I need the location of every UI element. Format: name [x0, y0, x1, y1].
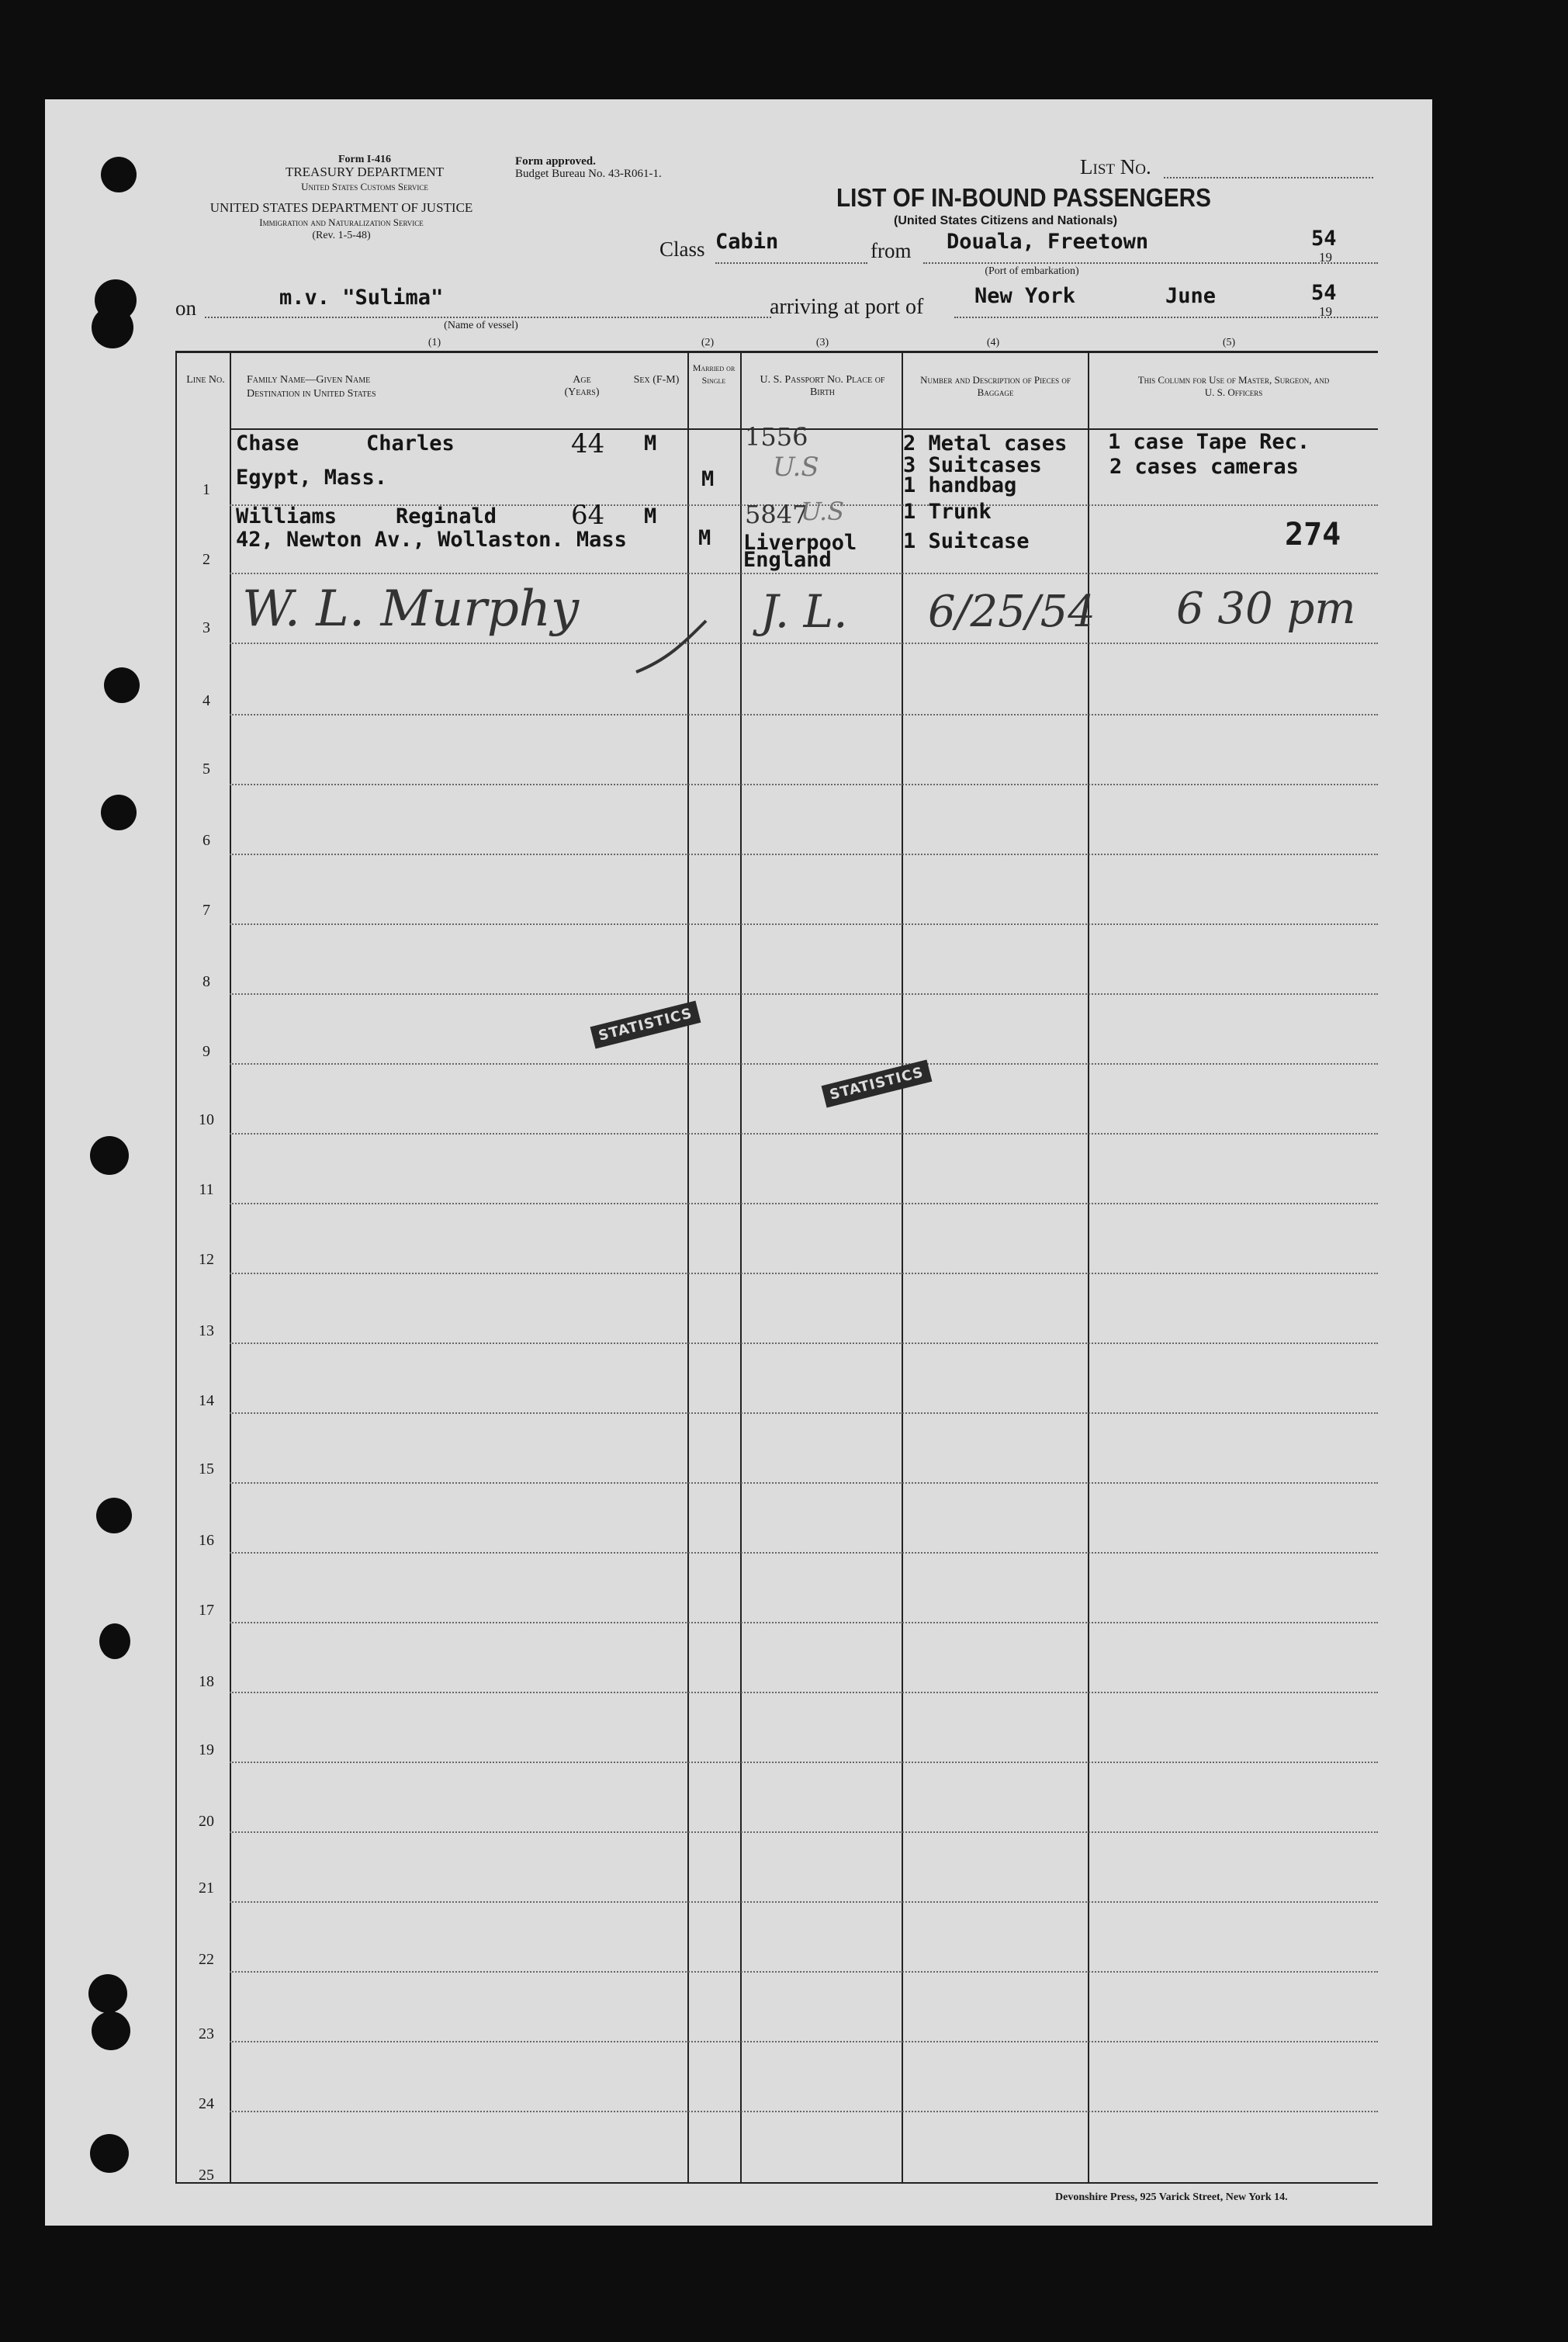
- row-separator: [230, 1203, 1378, 1204]
- from-label: from: [871, 239, 912, 262]
- binder-hole: [99, 1623, 130, 1659]
- line-no-divider: [230, 351, 231, 2184]
- line-number: 7: [202, 902, 210, 919]
- line-number: 16: [199, 1532, 214, 1549]
- table-bottom-border: [175, 2182, 1378, 2184]
- row-separator: [230, 1692, 1378, 1693]
- row-separator: [230, 573, 1378, 574]
- arrival-year: 54: [1311, 281, 1337, 305]
- officer-number: 274: [1285, 517, 1341, 553]
- line-number: 24: [199, 2095, 214, 2112]
- inspector-signature: W. L. Murphy: [242, 580, 580, 638]
- baggage-item: 1 handbag: [903, 473, 1017, 497]
- line-number: 20: [199, 1813, 214, 1830]
- line-number: 9: [202, 1043, 210, 1060]
- married-divider: [740, 351, 742, 2184]
- line-number: 1: [202, 481, 210, 498]
- line-number: 12: [199, 1251, 214, 1268]
- binder-hole: [101, 157, 137, 192]
- year-value: 54: [1311, 227, 1337, 251]
- line-number: 21: [199, 1879, 214, 1897]
- col-number-4: (4): [986, 337, 1000, 348]
- binder-hole: [88, 1974, 127, 2013]
- passenger-age: 64: [571, 500, 605, 531]
- line-number: 4: [202, 692, 210, 709]
- passenger-family-name: Williams: [236, 504, 337, 528]
- line-number: 13: [199, 1322, 214, 1339]
- passenger-family-name: Chase: [236, 431, 299, 456]
- row-separator: [230, 784, 1378, 785]
- ins-service: Immigration and Naturalization Service: [259, 217, 424, 228]
- row-separator: [230, 643, 1378, 644]
- printer-credit: Devonshire Press, 925 Varick Street, New York 14.: [1055, 2191, 1288, 2203]
- row-separator: [230, 1901, 1378, 1903]
- class-field: [715, 262, 867, 264]
- inspection-time: 6 30 pm: [1176, 584, 1356, 634]
- justice-department: UNITED STATES DEPARTMENT OF JUSTICE: [209, 200, 473, 215]
- row-separator: [230, 1133, 1378, 1135]
- list-no-field: [1164, 177, 1373, 178]
- row-separator: [230, 1831, 1378, 1833]
- passenger-given-name: Reginald: [396, 504, 497, 528]
- class-label: Class: [659, 237, 705, 261]
- line-number: 3: [202, 619, 210, 636]
- header-officers: This Column for Use of Master, Surgeon, and U. S. Officers: [1137, 374, 1330, 398]
- line-number: 8: [202, 973, 210, 990]
- line-number: 2: [202, 551, 210, 568]
- passport-number: 1556: [745, 422, 808, 452]
- page-title: LIST OF IN-BOUND PASSENGERS: [836, 183, 1211, 212]
- passenger-married: M: [698, 526, 711, 550]
- line-number: 17: [199, 1602, 214, 1619]
- form-approved: Form approved.: [515, 155, 596, 168]
- arrival-year-prefix: 19: [1319, 304, 1332, 319]
- line-number: 18: [199, 1673, 214, 1690]
- passenger-destination: 42, Newton Av., Wollaston. Mass: [236, 528, 627, 552]
- page-subtitle: (United States Citizens and Nationals): [894, 214, 1118, 227]
- form-sheet: [45, 99, 1432, 2226]
- passenger-destination: Egypt, Mass.: [236, 466, 388, 490]
- line-number: 6: [202, 832, 210, 849]
- baggage-item: 2 Metal cases: [903, 431, 1068, 456]
- line-number: 19: [199, 1741, 214, 1758]
- row-separator: [230, 993, 1378, 995]
- table-top-border: [175, 351, 1378, 353]
- line-number: 15: [199, 1460, 214, 1478]
- binder-hole: [90, 2134, 129, 2173]
- line-number: 11: [199, 1181, 214, 1198]
- arrival-year-field: [1313, 317, 1378, 318]
- form-number: Form I-416: [337, 154, 392, 165]
- binder-hole: [92, 307, 133, 348]
- passenger-sex: M: [644, 504, 657, 528]
- row-separator: [230, 1622, 1378, 1623]
- birth-place: England: [743, 548, 832, 572]
- line-number: 25: [199, 2167, 214, 2184]
- binder-hole: [92, 2011, 130, 2050]
- row-separator: [230, 714, 1378, 715]
- binder-hole: [101, 795, 137, 830]
- class-value: Cabin: [715, 230, 779, 254]
- port-caption: (Port of embarkation): [985, 265, 1079, 277]
- arrival-port: New York: [974, 284, 1076, 308]
- binder-hole: [104, 667, 140, 703]
- row-separator: [230, 1273, 1378, 1274]
- line-number: 23: [199, 2025, 214, 2042]
- col-number-3: (3): [815, 337, 829, 348]
- table-left-border: [175, 351, 177, 2184]
- header-destination: Destination in United States: [247, 388, 376, 400]
- birth-place: Liverpool: [743, 531, 857, 555]
- header-age: Age (Years): [564, 374, 600, 398]
- place-of-birth: U.S: [773, 452, 819, 483]
- baggage-item: 3 Suitcases: [903, 453, 1042, 477]
- treasury-department: TREASURY DEPARTMENT: [285, 165, 445, 179]
- inspector-initials: J. L.: [760, 585, 848, 638]
- arrival-month: June: [1165, 284, 1217, 308]
- passport-number: 5847: [745, 500, 808, 529]
- vessel-value: m.v. "Sulima": [279, 286, 444, 310]
- line-number: 14: [199, 1392, 214, 1409]
- header-name: Family Name—Given Name: [247, 374, 371, 386]
- line-number: 22: [199, 1951, 214, 1968]
- header-line-no: Line No.: [186, 374, 225, 386]
- row-separator: [230, 923, 1378, 925]
- passenger-sex: M: [644, 431, 657, 456]
- col-number-2: (2): [701, 337, 715, 348]
- baggage-item: 1 Suitcase: [903, 529, 1030, 553]
- officer-note: 2 cases cameras: [1109, 455, 1299, 479]
- year-prefix: 19: [1319, 250, 1332, 265]
- vessel-field: [205, 317, 771, 318]
- row-separator: [230, 1342, 1378, 1344]
- arrival-field: [954, 317, 1311, 318]
- officer-note: 1 case Tape Rec.: [1108, 430, 1310, 454]
- from-value: Douala, Freetown: [947, 230, 1149, 254]
- header-married: Married or Single: [692, 362, 736, 386]
- citizenship-note: U.S: [801, 497, 845, 526]
- row-separator: [230, 1412, 1378, 1414]
- header-passport: U. S. Passport No. Place of Birth: [760, 374, 885, 398]
- col-number-5: (5): [1222, 337, 1236, 348]
- row-separator: [230, 1552, 1378, 1554]
- header-baggage: Number and Description of Pieces of Baggage: [920, 374, 1071, 398]
- list-no-label: List No.: [1080, 155, 1151, 178]
- row-separator: [230, 854, 1378, 855]
- binder-hole: [96, 1498, 132, 1533]
- inspection-date: 6/25/54: [928, 587, 1096, 637]
- col-number-1: (1): [427, 337, 441, 348]
- from-field: [923, 262, 1311, 264]
- passport-divider: [902, 351, 903, 2184]
- statistics-stamp: STATISTICS: [822, 1060, 933, 1108]
- on-label: on: [175, 296, 196, 320]
- row-separator: [230, 1482, 1378, 1484]
- binder-hole: [90, 1136, 129, 1175]
- row-separator: [230, 1762, 1378, 1763]
- passenger-age: 44: [571, 428, 605, 459]
- budget-bureau: Budget Bureau No. 43-R061-1.: [515, 168, 662, 180]
- passenger-given-name: Charles: [366, 431, 455, 456]
- year-field: [1313, 262, 1378, 264]
- line-number: 10: [199, 1111, 214, 1128]
- customs-service: United States Customs Service: [301, 181, 428, 192]
- row-separator: [230, 2111, 1378, 2112]
- vessel-caption: (Name of vessel): [444, 320, 518, 331]
- statistics-stamp: STATISTICS: [590, 1001, 701, 1049]
- baggage-item: 1 Trunk: [903, 500, 992, 524]
- passenger-married: M: [701, 467, 715, 491]
- line-number: 5: [202, 760, 210, 778]
- row-separator: [230, 2041, 1378, 2042]
- header-sex: Sex (F-M): [633, 374, 680, 386]
- signature-flourish: [621, 613, 714, 675]
- row-separator: [230, 1063, 1378, 1065]
- arriving-label: arriving at port of: [770, 295, 924, 319]
- revision: (Rev. 1-5-48): [312, 230, 371, 241]
- row-separator: [230, 1971, 1378, 1973]
